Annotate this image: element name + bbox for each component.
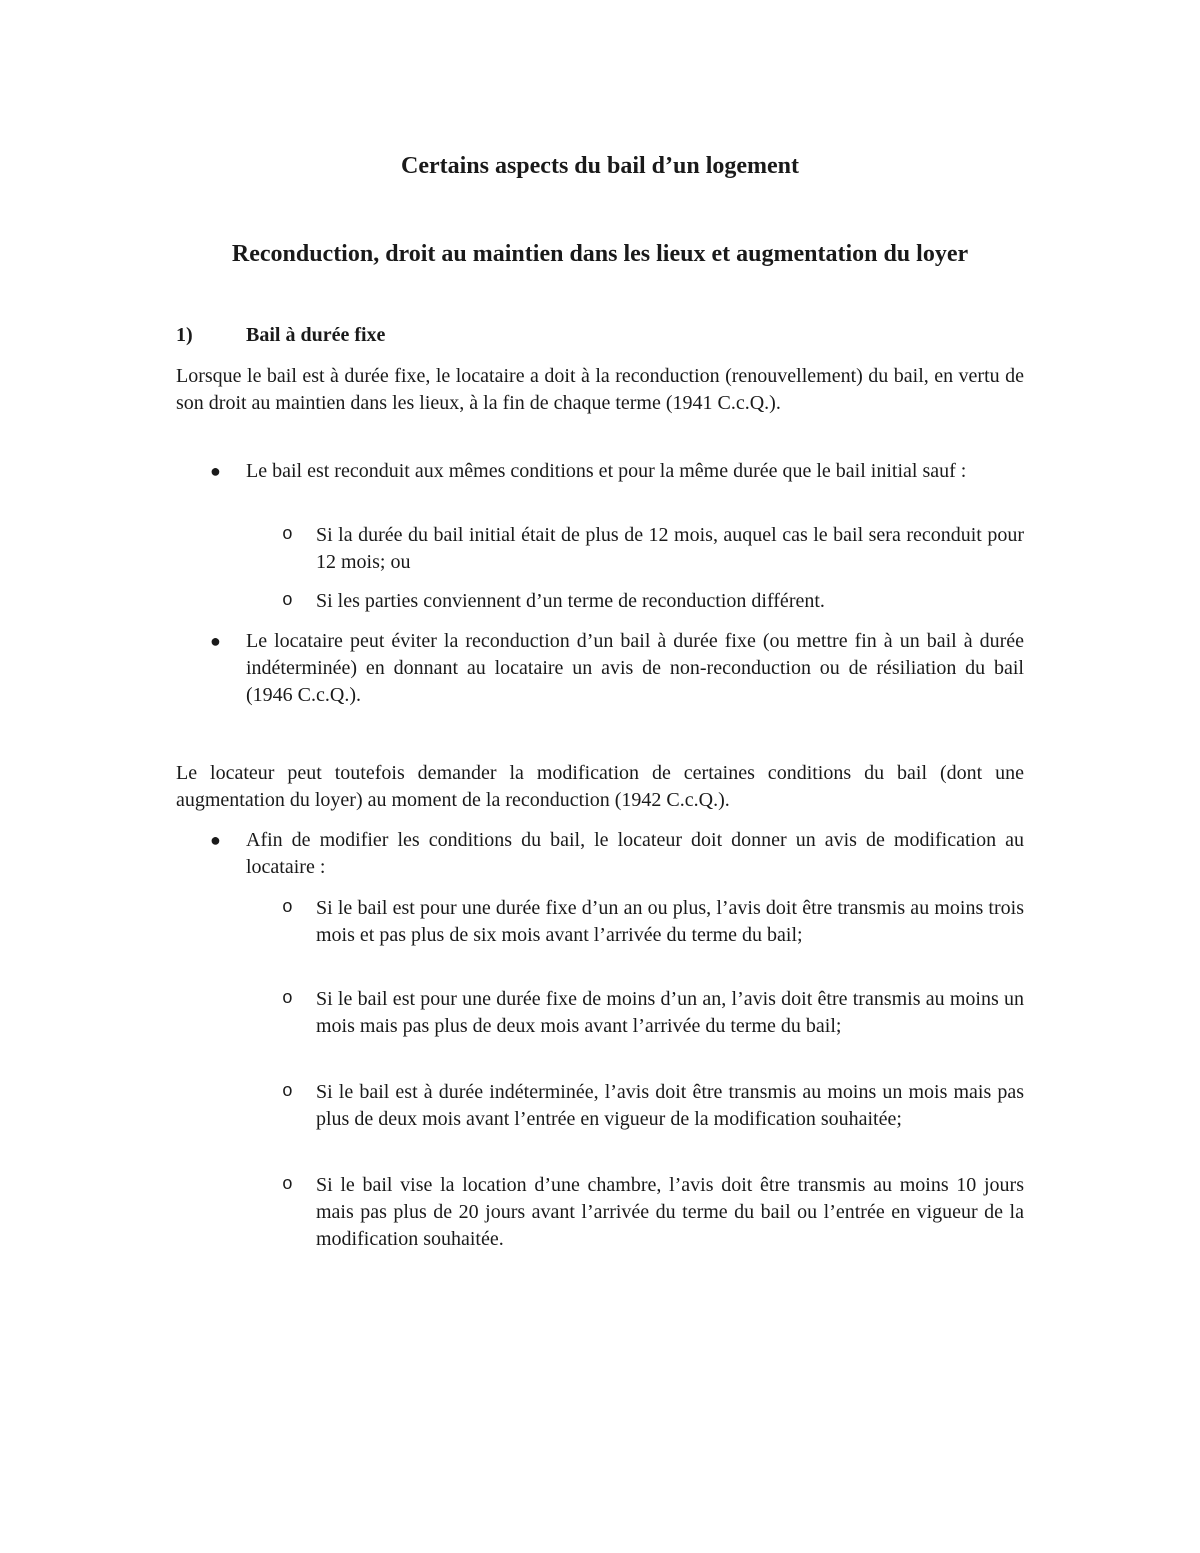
sub-list-item-text: Si le bail vise la location d’une chambre, l’avis doit être transmis au moins 10 jours mais pas plus de 20 jours avant l’arrivée du terme du bail ou l’entrée en vigueur de la modification souhaitée.: [316, 1174, 1024, 1250]
sub-bullet-icon: o: [282, 898, 293, 918]
list-item-text: Afin de modifier les conditions du bail, le locateur doit donner un avis de modification au locataire :: [246, 829, 1024, 878]
bullet-icon: ●: [210, 830, 221, 850]
list-item: [210, 628, 1024, 709]
section-heading-text: Bail à durée fixe: [246, 324, 386, 346]
section-heading: [176, 324, 676, 347]
sub-bullet-icon: o: [282, 1082, 293, 1102]
bullet-icon: ●: [210, 461, 221, 481]
document-title: Certains aspects du bail d’un logement: [400, 153, 800, 179]
sub-list-item-text: Si le bail est pour une durée fixe de moins d’un an, l’avis doit être transmis au moins un mois mais pas plus de deux mois avant l’arrivée du terme du bail;: [316, 988, 1024, 1037]
sub-list-item: [282, 895, 1024, 949]
sub-list-item: [282, 986, 1024, 1040]
sub-list-item-text: Si le bail est à durée indéterminée, l’avis doit être transmis au moins un mois mais pas plus de deux mois avant l’entrée en vigueur de la modification souhaitée;: [316, 1081, 1024, 1130]
section2-intro-paragraph: Le locateur peut toutefois demander la modification de certaines conditions du bail (dont une augmentation du loyer) au moment de la reconduction (1942 C.c.Q.).: [176, 762, 1024, 811]
sub-list-item: [282, 1172, 1024, 1253]
sub-list-item: [282, 522, 1024, 576]
sub-bullet-icon: o: [282, 989, 293, 1009]
list-item: [210, 458, 1024, 485]
bullet-icon: ●: [210, 631, 221, 651]
sub-list-item-text: Si le bail est pour une durée fixe d’un an ou plus, l’avis doit être transmis au moins trois mois et pas plus de six mois avant l’arrivée du terme du bail;: [316, 897, 1024, 946]
section-number: 1): [176, 324, 193, 346]
list-item: [210, 827, 1024, 881]
sub-bullet-icon: o: [282, 525, 293, 545]
sub-list-item: [282, 588, 1024, 615]
section1-intro-paragraph: Lorsque le bail est à durée fixe, le locataire a doit à la reconduction (renouvellement) du bail, en vertu de son droit au maintien dans les lieux, à la fin de chaque terme (1941 C.c.Q.).: [176, 365, 1024, 414]
sub-bullet-icon: o: [282, 1175, 293, 1195]
list-item-text: Le locataire peut éviter la reconduction d’un bail à durée fixe (ou mettre fin à un bail à durée indéterminée) en donnant au locataire un avis de non-reconduction ou de résiliation du bail (1946 C.c.Q.).: [246, 630, 1024, 706]
sub-list-item: [282, 1079, 1024, 1133]
document-subtitle: Reconduction, droit au maintien dans les lieux et augmentation du loyer: [231, 241, 969, 267]
list-item-text: Le bail est reconduit aux mêmes conditions et pour la même durée que le bail initial sauf :: [246, 460, 967, 482]
sub-list-item-text: Si la durée du bail initial était de plus de 12 mois, auquel cas le bail sera reconduit pour 12 mois; ou: [316, 524, 1024, 573]
sub-bullet-icon: o: [282, 591, 293, 611]
sub-list-item-text: Si les parties conviennent d’un terme de reconduction différent.: [316, 590, 825, 612]
